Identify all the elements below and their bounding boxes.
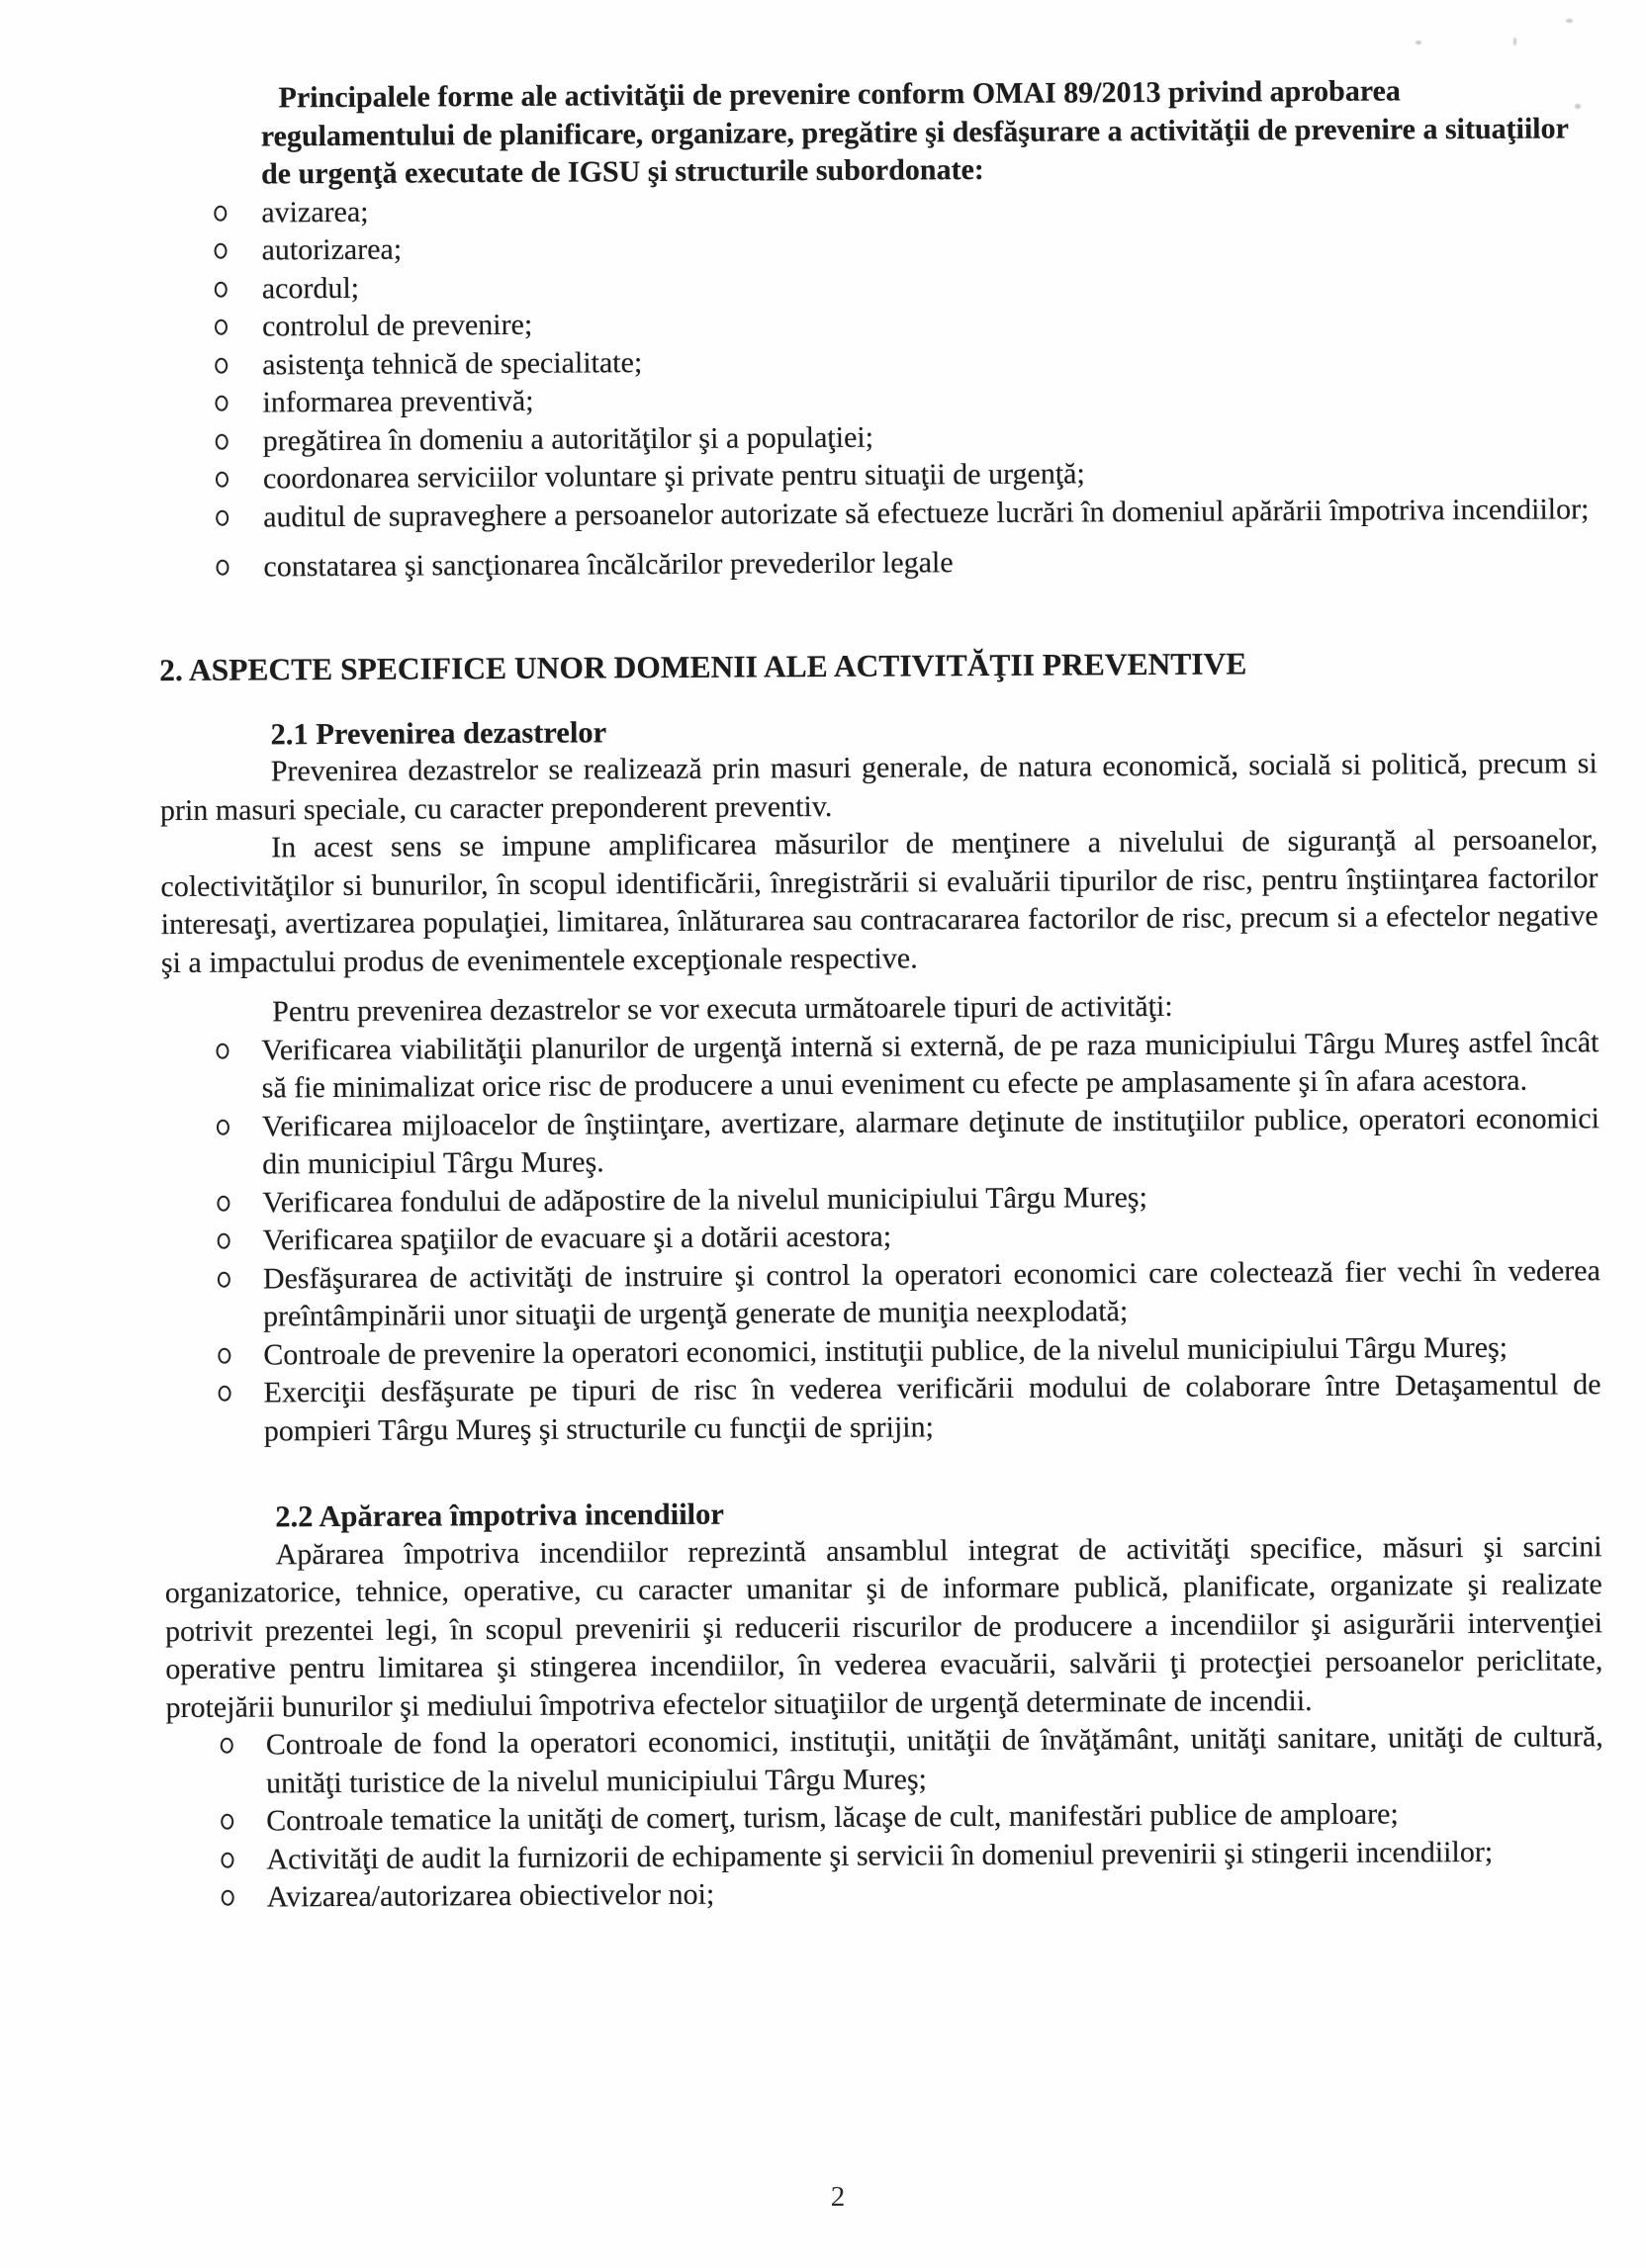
list-item-text: Verificarea spaţiilor de evacuare şi a dotării acestora; [262, 1220, 892, 1257]
circle-bullet-icon [216, 1043, 229, 1058]
circle-bullet-icon [219, 1386, 231, 1402]
list-item-text: Activităţi de audit la furnizorii de echipamente şi servicii în domeniul prevenirii şi stingerii incendiilor; [266, 1835, 1494, 1875]
list-item [163, 1366, 1600, 1451]
circle-bullet-icon [214, 243, 227, 259]
circle-bullet-icon [214, 205, 227, 221]
list-item-text: pregătirea în domeniu a autorităţilor şi a populaţiei; [262, 420, 874, 457]
list-item-text: constatarea şi sancţionarea încălcărilor prevederilor legale [263, 546, 954, 584]
list-item-text: Controale de prevenire la operatori economici, instituţii publice, de la nivelul municipiului Târgu Mureş; [263, 1330, 1509, 1371]
circle-bullet-icon [215, 396, 228, 411]
list-item-text: autorizarea; [261, 232, 403, 267]
circle-bullet-icon [216, 509, 229, 525]
circle-bullet-icon [216, 560, 229, 576]
list-item [158, 540, 1596, 587]
list-item-text: Controale de fond la operatori economici, instituţii, unităţii de învăţământ, unităţi sanitare, unităţi de cultură, unităţi turistice de la nivelul municipiului Târgu Mureş; [265, 1720, 1603, 1799]
list-item [163, 1252, 1600, 1337]
circle-bullet-icon [221, 1852, 233, 1867]
circle-bullet-icon [215, 319, 228, 335]
section-2-1-paragraphs [160, 745, 1600, 1032]
paragraph: In acest sens se impune amplificarea măsurilor de menţinere a nivelului de siguranţă al persoanelor, colectivităţilor si bunurilor, în scopul identificării, înregistrării si evaluării tipurilor de risc, pentru înştiinţarea factorilor interesaţi, avertizarea populaţiei, limitarea, înlăturarea sau contracararea factorilor de risc, precum si a efectelor negative şi a impactului produs de evenimentele excepţionale respective. [160, 823, 1599, 979]
list-item-text: Verificarea mijloacelor de înştiinţare, avertizare, alarmare deţinute de instituţiilor publice, operatori economici din municipiul Târgu Mureş. [261, 1101, 1600, 1181]
circle-bullet-icon [215, 357, 228, 373]
list-item-text: Verificarea fondului de adăpostire de la nivelul municipiului Târgu Mureş; [262, 1180, 1147, 1219]
list-item-text: Verificarea viabilităţii planurilor de urgenţă internă si externă, de pe raza municipiului Târgu Mureş astfel încât să fie minimalizat orice risc de producere a unui eveniment cu efecte pe amplasamente şi în afara acestora. [261, 1025, 1600, 1105]
list-item-text: controlul de prevenire; [261, 308, 533, 343]
circle-bullet-icon [215, 281, 228, 297]
section-2-1-bullet-list [161, 1024, 1601, 1451]
intro-title: Principalele forme ale activităţii de prevenire conform OMAI 89/2013 privind aprobarea regulamentului de planificare, organizare, pregătire şi desfăşurare a activităţii de prevenire a situaţiilor de urgenţă executate de IGSU şi structurile subordonate: [260, 74, 1569, 191]
list-item-text: informarea preventivă; [262, 384, 534, 419]
list-item-text: acordul; [261, 271, 360, 305]
section-2-2-bullet-list [166, 1718, 1604, 1917]
circle-bullet-icon [217, 1195, 229, 1211]
circle-bullet-icon [217, 1119, 229, 1134]
list-item [158, 491, 1596, 537]
list-item [162, 1100, 1600, 1185]
page-number: 2 [830, 2181, 846, 2213]
list-item-text: auditul de supraveghere a persoanelor autorizate să efectueze lucrări în domeniul apărării împotriva incendiilor; [263, 492, 1590, 533]
list-item-text: avizarea; [261, 195, 369, 228]
circle-bullet-icon [216, 472, 229, 488]
paragraph: Apărarea împotriva incendiilor reprezintă ansamblul integrat de activităţi specifice, măsuri şi sarcini organizatorice, tehnice, operative, cu caracter umanitar şi de informare publică, planificate, organizate şi realizate potrivit prezentei legi, în scopul prevenirii şi reducerii riscurilor de producere a incendiilor şi asigurării intervenţiei operative pentru limitarea şi stingerea incendiilor, în vederea evacuării, salvării ţi protecţiei persoanelor periclitate, protejării bunurilor şi mediului împotriva efectelor situaţiilor de urgenţă determinate de incendii. [164, 1529, 1603, 1724]
circle-bullet-icon [222, 1890, 234, 1906]
circle-bullet-icon [221, 1814, 233, 1830]
list-item-text: coordonarea serviciilor voluntare şi private pentru situaţii de urgenţă; [262, 457, 1085, 496]
paragraph: Prevenirea dezastrelor se realizează prin masuri generale, de natura economică, socială si politică, precum si prin masuri speciale, cu caracter preponderent preventiv. [159, 747, 1598, 827]
list-item-text: Desfăşurarea de activităţi de instruire şi control la operatori economici care colectează fier vechi în vederea preîntâmpinării unor situaţii de urgenţă generate de muniţia neexplodată; [262, 1253, 1600, 1333]
section-2-2-paragraphs [164, 1528, 1602, 1727]
list-item [167, 1870, 1604, 1917]
list-item-text: Controale tematice la unităţi de comerţ, turism, lăcaşe de cult, manifestări publice de amploare; [266, 1797, 1399, 1838]
intro-bullet-list [156, 186, 1596, 588]
circle-bullet-icon [221, 1738, 233, 1754]
section-2-heading: 2. ASPECTE SPECIFICE UNOR DOMENII ALE ACTIVITĂŢII PREVENTIVE [159, 645, 1247, 687]
section-2-1-heading: 2.1 Prevenirea dezastrelor [270, 714, 607, 751]
circle-bullet-icon [218, 1271, 230, 1287]
list-item [161, 1024, 1599, 1109]
circle-bullet-icon [218, 1233, 230, 1249]
list-item-text: asistenţa tehnică de specialitate; [262, 345, 643, 381]
paragraph: Pentru prevenirea dezastrelor se vor executa următoarele tipuri de activităţi: [272, 989, 1173, 1029]
list-item-text: Exerciţii desfăşurate pe tipuri de risc în vederea verificării modului de colaborare între Detaşamentul de pompieri Târgu Mureş şi structurile cu funcţii de sprijin; [263, 1368, 1601, 1447]
circle-bullet-icon [216, 433, 229, 449]
list-item [166, 1718, 1603, 1803]
circle-bullet-icon [218, 1347, 230, 1363]
section-2-2-heading: 2.2 Apărarea împotriva incendiilor [275, 1497, 724, 1534]
list-item-text: Avizarea/autorizarea obiectivelor noi; [266, 1877, 715, 1914]
